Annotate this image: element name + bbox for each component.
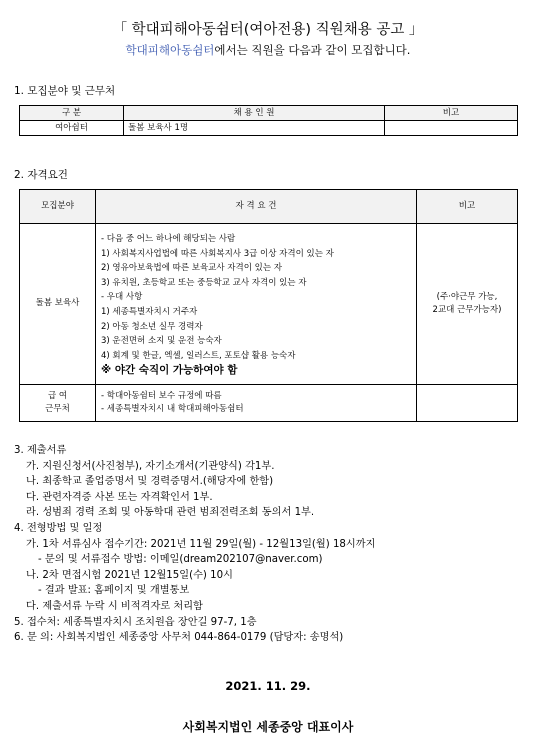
note-line: (주·야근무 가능, <box>436 291 498 302</box>
col-header-headcount: 채 용 인 원 <box>124 106 385 121</box>
benefit-line: - 학대아동쉼터 보수 규정에 따름 <box>101 390 222 401</box>
col-header-note: 비고 <box>417 190 518 224</box>
subtitle-org-name: 학대피해아동쉼터 <box>125 43 215 57</box>
section-4-heading: 4. 전형방법 및 일정 <box>14 522 103 534</box>
cell-benefits <box>96 384 417 421</box>
table-header-row <box>20 106 518 121</box>
col-header-field: 모집분야 <box>20 190 96 224</box>
cell-benefit-note <box>417 384 518 421</box>
benefit-label-workplace: 근무처 <box>45 403 70 414</box>
section-5-reception: 5. 접수처: 세종특별자치시 조치원읍 장안길 97-7, 1층 <box>14 616 257 628</box>
qualification-line: - 우대 사항 <box>101 292 143 303</box>
qualification-line: 3) 유치원, 초등학교 또는 중등학교 교사 자격이 있는 자 <box>101 277 307 288</box>
recruitment-table <box>19 105 518 136</box>
qualification-line: - 다음 중 어느 하나에 해당되는 사람 <box>101 234 236 244</box>
cell-note <box>385 121 518 136</box>
schedule-item: 가. 1차 서류심사 접수기간: 2021년 11월 29일(월) - 12월13일(월) 18시까지 <box>26 538 376 550</box>
qualification-line: 3) 운전면허 소지 및 운전 능숙자 <box>101 336 222 347</box>
schedule-subitem: - 문의 및 서류접수 방법: 이메일(dream202107@naver.com) <box>38 554 323 566</box>
table-header-row <box>20 190 518 224</box>
cell-qualifications <box>96 224 417 385</box>
page-subtitle <box>0 42 536 58</box>
cell-note <box>417 224 518 385</box>
announcement-date: 2021. 11. 29. <box>225 679 311 693</box>
cell-field: 돌봄 보육사 <box>20 224 96 385</box>
subtitle-text: 에서는 직원을 다음과 같이 모집합니다. <box>214 43 411 57</box>
document-item: 라. 성범죄 경력 조회 및 아동학대 관련 범죄전력조회 동의서 1부. <box>26 507 315 519</box>
section-1-heading: 1. 모집분야 및 근무처 <box>14 85 116 97</box>
document-item: 다. 관련자격증 사본 또는 자격확인서 1부. <box>26 491 213 503</box>
col-header-category: 구 분 <box>20 106 124 121</box>
table-row <box>20 121 518 136</box>
col-header-note: 비고 <box>385 106 518 121</box>
announcement-body <box>14 443 375 646</box>
document-item: 가. 지원신청서(사진첨부), 자기소개서(기관양식) 각1부. <box>26 460 275 472</box>
benefit-line: - 세종특별자치시 내 학대피해아동쉼터 <box>101 403 244 414</box>
cell-benefit-label <box>20 384 96 421</box>
qualification-line: 2) 영유아보육법에 따른 보육교사 자격이 있는 자 <box>101 263 282 274</box>
section-2-heading: 2. 자격요건 <box>14 169 68 181</box>
qualification-table <box>19 189 518 422</box>
col-header-qualification: 자 격 요 건 <box>96 190 417 224</box>
cell-headcount: 돌봄 보육사 1명 <box>124 121 385 136</box>
benefit-label-salary: 급 여 <box>47 390 68 401</box>
schedule-item: 다. 제출서류 누락 시 비적격자로 처리함 <box>26 600 203 612</box>
qualification-line: 1) 세종특별자치시 거주자 <box>101 306 198 317</box>
section-6-contact: 6. 문 의: 사회복지법인 세종중앙 사무처 044-864-0179 (담당자: 송명석) <box>14 632 344 644</box>
cell-category: 여아쉼터 <box>20 121 124 136</box>
document-item: 나. 최종학교 졸업증명서 및 경력증명서.(해당자에 한함) <box>26 476 274 488</box>
page-title: 「 학대피해아동쉼터(여아전용) 직원채용 공고 」 <box>112 22 424 38</box>
night-duty-emphasis: ※ 야간 숙직이 가능하여야 함 <box>101 364 238 377</box>
qualification-line: 4) 회계 및 한글, 엑셀, 일러스트, 포토샵 활용 능숙자 <box>101 350 296 361</box>
section-3-heading: 3. 제출서류 <box>14 445 67 456</box>
note-line: 2교대 근무가능자) <box>432 304 502 315</box>
schedule-item: 나. 2차 면접시험 2021년 12월15일(수) 10시 <box>26 569 233 581</box>
qualification-line: 2) 아동 청소년 실무 경력자 <box>101 321 203 332</box>
qualification-line: 1) 사회복지사업법에 따른 사회복지사 3급 이상 자격이 있는 자 <box>101 248 334 259</box>
signature: 사회복지법인 세종중앙 대표이사 <box>182 720 354 734</box>
table-row <box>20 384 518 421</box>
schedule-subitem: - 결과 발표: 홈페이지 및 개별통보 <box>38 585 190 597</box>
table-row <box>20 224 518 385</box>
